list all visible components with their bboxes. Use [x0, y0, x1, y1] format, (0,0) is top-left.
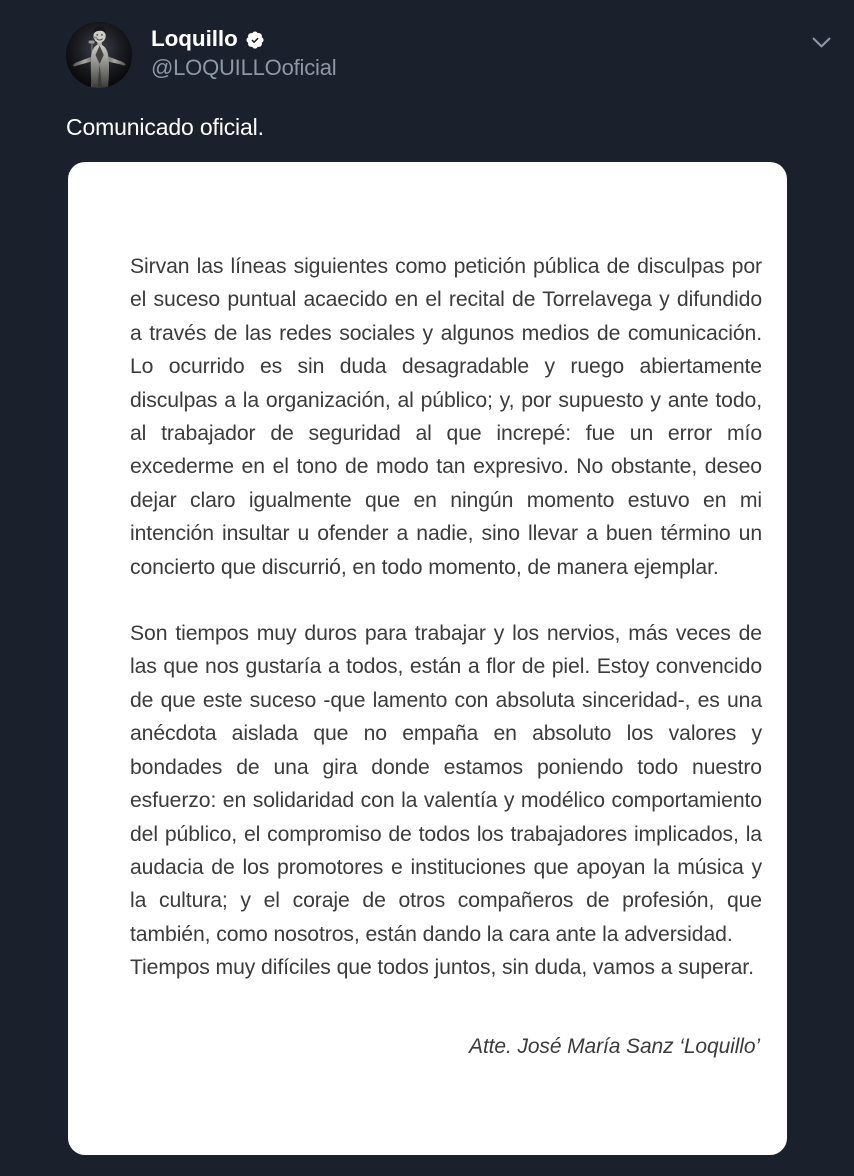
document-paragraph-1: Sirvan las líneas siguientes como petición pública de disculpas por el suceso puntual acaecido en el recital de Torrelavega y difundido a través de las redes sociales y algunos medios de comunicación. Lo ocurrido es sin duda desagradable y ruego abiertamente disculpas a la organización, al público; y, por supuesto y ante todo, al trabajador de seguridad al que increpé: fue un error mío excederme en el tono de modo tan expresivo. No obstante, deseo dejar claro igualmente que en ningún momento estuvo en mi intención insultar u ofender a nadie, sino llevar a buen término un concierto que discurrió, en todo momento, de manera ejemplar.: [130, 255, 762, 579]
chevron-down-icon[interactable]: [804, 26, 838, 60]
document-body: [130, 250, 762, 1062]
identity-block: [151, 22, 336, 81]
display-name[interactable]: Loquillo: [151, 25, 238, 51]
document-signature: Atte. José María Sanz ‘Loquillo’: [469, 1034, 760, 1058]
user-handle[interactable]: @LOQUILLOoficial: [151, 55, 337, 80]
document-paragraph-3: Tiempos muy difíciles que todos juntos, sin duda, vamos a superar.: [130, 956, 754, 980]
tweet-header: [66, 22, 838, 94]
verified-badge-icon: [245, 30, 265, 50]
document-paragraph-2: Son tiempos muy duros para trabajar y los nervios, más veces de las que nos gustaría a todos, están a flor de piel. Estoy convencido de que este suceso -que lamento con absoluta sinceridad-, es una anécdota aislada que no empaña en absoluto los valores y bondades de una gira donde estamos poniendo todo nuestro esfuerzo: en solidaridad con la valentía y modélico comportamiento del público, el compromiso de todos los trabajadores implicados, la audacia de los promotores e instituciones que apoyan la música y la cultura; y el coraje de otros compañeros de profesión, que también, como nosotros, están dando la cara ante la adversidad.: [130, 622, 762, 946]
attached-document-card[interactable]: [68, 162, 787, 1155]
paragraph-spacer: [130, 584, 762, 617]
name-row: [151, 25, 336, 52]
tweet-text: Comunicado oficial.: [66, 114, 264, 140]
avatar[interactable]: [66, 22, 132, 88]
